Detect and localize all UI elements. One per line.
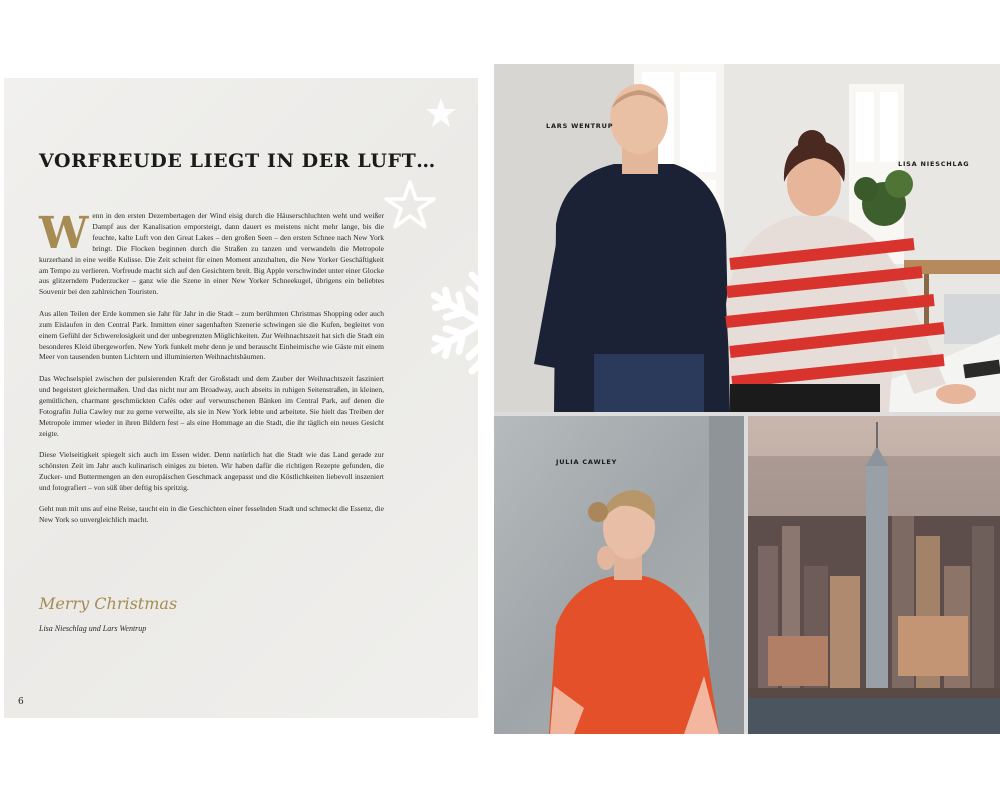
star-icon [424,96,458,130]
star-outline-icon [382,178,438,234]
paragraph-4: Diese Vielseitigkeit spiegelt sich auch im Essen wider. Denn natürlich hat die Stadt wie das Land gerade zur schönsten Zeit im Jahr auch kulinarisch einiges zu bieten. Wir haben dafür die richtigen Rezepte gefunden, die Zucker- und Buttermengen an den europäischen Geschmack angepasst und die Köstlichkeiten liebevoll inszeniert und fotografiert – von süß über deftig bis spritzig. [39,450,384,492]
photo-nyc-skyline [748,416,1000,734]
photo-julia [494,416,744,734]
page-heading: VORFREUDE LIEGT IN DER LUFT… [39,150,436,172]
paragraph-1: Wenn in den ersten Dezembertagen der Wind eisig durch die Häuserschluchten weht und weißer Dampf aus der Kanalisation emporsteigt, dann dauert es meistens nicht mehr lange, bis die feuchte, kalte Luft von den Great Lakes – den großen Seen – den ersten Schnee nach New York bringt. Die Flocken beginnen durch die Straßen zu tanzen und verwandeln die Metropole kurzerhand in eine weiße Kulisse. Die Zeit scheint für einen Moment anzuhalten, die New Yorker Geschäftigkeit am Tempo zu verlieren. Vorfreude macht sich auf den Gesichtern breit. Big Apple verschwindet unter einer Glocke aus glitzerndem Puderzucker – ganz wie die Szene in einer New Yorker Schneekugel, übrigens ein beliebtes Souvenir bei den zahlreichen Touristen. [39,208,384,297]
dropcap: W [39,208,89,259]
body-text [39,208,384,537]
paragraph-2: Aus allen Teilen der Erde kommen sie Jahr für Jahr in die Stadt – zum berühmten Christmas Shopping oder auch zum Eislaufen in den Central Park. Inmitten einer sagenhaften Szenerie schwingen sie die Kufen, begleitet von einem Gefühl der Schwerelosigkeit und der unbegrenzten Möglichkeiten. Zur Weihnachtszeit hat sich die Stadt ein besonderes Kleid übergeworfen. New York funkelt mehr denn je und berauscht Einheimische wie Gäste mit einem Meer von tausenden bunten Lichtern und illuminierten Weihnachtsbäumen. [39,308,384,362]
photo-lars-lisa [494,64,1000,412]
signature-script: Merry Christmas [39,594,178,613]
caption-julia: JULIA CAWLEY [556,458,618,466]
caption-lisa: LISA NIESCHLAG [898,160,970,168]
paragraph-5: Geht nun mit uns auf eine Reise, taucht ein in die Geschichten einer fesselnden Stadt und schmeckt die Essenz, die New York so unvergleichlich macht. [39,504,384,525]
right-page [494,64,1000,734]
paragraph-3: Das Wechselspiel zwischen der pulsierenden Kraft der Großstadt und dem Zauber der Weihnachtszeit fasziniert und begeistert gleichermaßen. Und das nicht nur am Broadway, auch abseits in ruhigen Seitenstraßen, in kleinen, gemütlichen, charmant geschmückten Cafés oder auf verwunschenen Bänken im Central Park, auf denen die Fotografin Julia Cawley nur zu gerne verweilte, als sie in New York lebte und arbeitete. Sie hielt das Treiben der Metropole immer wieder in ihren Bildern fest – als eine Hommage an die Stadt, die ihr täglich ein neues Gesicht zeigte. [39,373,384,438]
left-page [4,78,478,718]
page-number: 6 [18,697,24,707]
signature-names: Lisa Nieschlag und Lars Wentrup [39,624,147,633]
snowflake-icon [412,258,478,388]
caption-lars: LARS WENTRUP [546,122,614,130]
